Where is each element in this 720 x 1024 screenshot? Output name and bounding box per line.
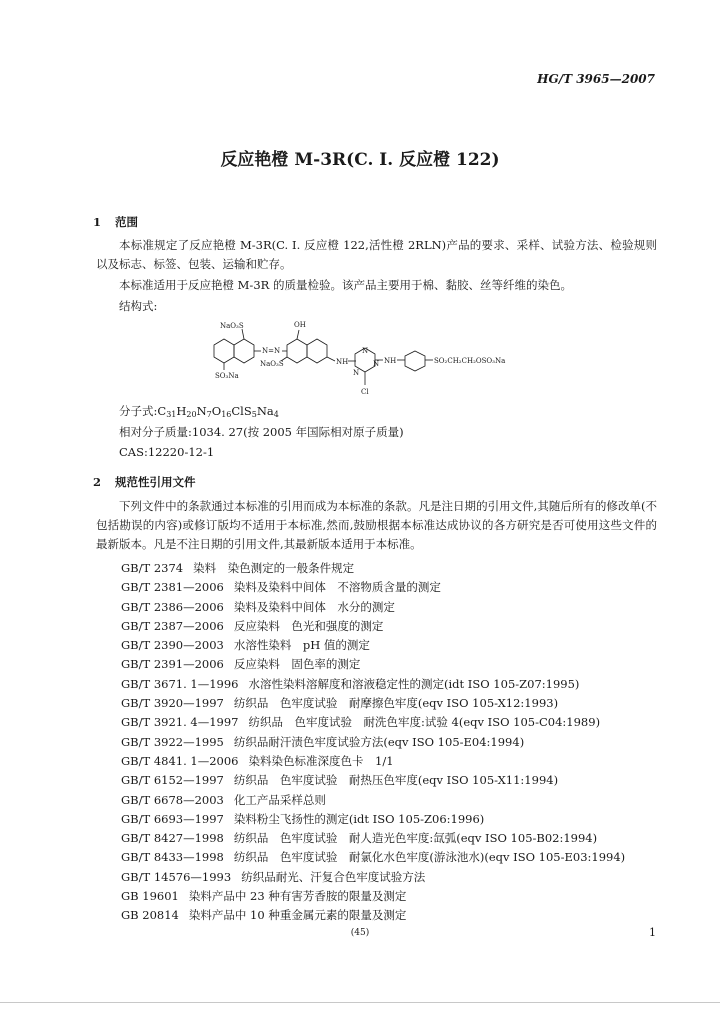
reference-title: 染料及染料中间体 水分的测定 — [233, 599, 395, 614]
reference-code: GB/T 3921. 4—1997 — [121, 715, 239, 730]
reference-code: GB/T 6693—1997 — [121, 811, 224, 826]
reference-title: 染料产品中 10 种重金属元素的限量及测定 — [188, 908, 407, 923]
page-number-right: 1 — [649, 926, 656, 939]
nh-left-label: NH — [336, 358, 349, 366]
formula-h-count: 20 — [186, 410, 197, 419]
list-item — [121, 598, 625, 617]
triazine-n-left: N — [353, 369, 360, 377]
naphthalene-ring-left-a — [214, 339, 234, 363]
formula-na: Na — [256, 404, 274, 418]
formula-n-count: 7 — [206, 410, 212, 419]
reference-code: GB 20814 — [121, 908, 179, 923]
formula-c-count: 31 — [166, 410, 177, 419]
section-1-number: 1 — [93, 215, 102, 229]
list-item — [121, 694, 625, 713]
reference-code: GB/T 3920—1997 — [121, 696, 224, 711]
cas-number: CAS:12220-12-1 — [119, 445, 215, 459]
naso3-mid-label: NaO₃S — [260, 360, 284, 368]
cl-label: Cl — [361, 388, 369, 396]
list-item — [121, 906, 625, 925]
reference-code: GB/T 6152—1997 — [121, 773, 224, 788]
bond-nh-left — [327, 357, 335, 361]
reference-list — [121, 559, 625, 926]
section-2-heading — [93, 474, 196, 490]
reference-title: 染料产品中 23 种有害芳香胺的限量及测定 — [188, 889, 407, 904]
reference-code: GB/T 3671. 1—1996 — [121, 676, 239, 691]
reference-title: 水溶性染料溶解度和溶液稳定性的测定(idt ISO 105-Z07:1995) — [248, 676, 580, 691]
reference-title: 反应染料 固色率的测定 — [233, 657, 361, 672]
reference-code: GB/T 2381—2006 — [121, 580, 224, 595]
list-item — [121, 868, 625, 887]
reference-title: 纺织品耐光、汗复合色牢度试验方法 — [241, 869, 426, 884]
reference-title: 纺织品耐汗渍色牢度试验方法(eqv ISO 105-E04:1994) — [233, 734, 525, 749]
bond-oh — [297, 330, 299, 339]
list-item — [121, 848, 625, 867]
list-item — [121, 713, 625, 732]
reference-title: 反应染料 色光和强度的测定 — [233, 618, 384, 633]
formula-n: N — [196, 404, 207, 418]
formula-c: C — [157, 404, 167, 418]
page-number-center: (45) — [350, 928, 370, 938]
reference-title: 染料 染色测定的一般条件规定 — [193, 561, 355, 575]
naphthalene-ring-left-b — [234, 339, 254, 363]
reference-title: 纺织品 色牢度试验 耐热压色牢度(eqv ISO 105-X11:1994) — [233, 773, 559, 788]
reference-code: GB/T 6678—2003 — [121, 792, 224, 807]
reference-title: 染料及染料中间体 不溶物质含量的测定 — [233, 580, 441, 595]
benzene-ring — [405, 351, 425, 371]
scan-divider — [0, 1002, 720, 1003]
list-item — [121, 617, 625, 636]
nh-right-label: NH — [384, 357, 397, 365]
formula-na-count: 4 — [273, 410, 279, 419]
reference-title: 纺织品 色牢度试验 耐人造光色牢度:氙弧(eqv ISO 105-B02:1994) — [233, 831, 598, 846]
section-1-heading — [93, 214, 138, 230]
structural-formula — [205, 315, 545, 400]
list-item — [121, 791, 625, 810]
scope-paragraph-1: 本标准规定了反应艳橙 M-3R(C. I. 反应橙 122,活性橙 2RLN)产品的要求、采样、试验方法、检验规则以及标志、标签、包装、运输和贮存。 — [96, 238, 657, 271]
oh-label: OH — [294, 321, 306, 329]
scope-paragraph-2: 本标准适用于反应艳橙 M-3R 的质量检验。该产品主要用于棉、黏胶、丝等纤维的染色。 — [119, 278, 572, 292]
naso3-top-label: NaO₃S — [220, 322, 244, 330]
molecular-formula — [119, 403, 279, 419]
reference-code: GB/T 4841. 1—2006 — [121, 753, 239, 768]
formula-o: O — [211, 404, 222, 418]
azo-label: N=N — [262, 347, 281, 355]
formula-h: H — [176, 404, 187, 418]
document-title: 反应艳橙 M-3R(C. I. 反应橙 122) — [220, 150, 500, 170]
so3na-label: SO₃Na — [215, 372, 239, 380]
side-chain-label: SO₂CH₂CH₂OSO₃Na — [434, 357, 506, 365]
list-item — [121, 887, 625, 906]
normative-intro: 下列文件中的条款通过本标准的引用而成为本标准的条款。凡是注日期的引用文件,其随后所有的修改单(不包括勘误的内容)或修订版均不适用于本标准,然而,鼓励根据本标准达成协议的各方研究是否可使用这些文件的最新版本。凡是不注日期的引用文件,其最新版本适用于本标准。 — [96, 499, 657, 551]
list-item — [121, 636, 625, 655]
molecular-mass: 相对分子质量:1034. 27(按 2005 年国际相对原子质量) — [119, 425, 404, 439]
list-item — [121, 810, 625, 829]
reference-code: GB/T 8427—1998 — [121, 831, 224, 846]
list-item — [121, 675, 625, 694]
list-item — [121, 578, 625, 597]
formula-cls: ClS — [231, 404, 252, 418]
reference-code: GB 19601 — [121, 889, 179, 904]
section-2-title: 规范性引用文件 — [115, 475, 196, 489]
reference-code: GB/T 2390—2003 — [121, 638, 224, 653]
triazine-n-top: N — [362, 347, 369, 355]
list-item — [121, 733, 625, 752]
formula-label: 分子式: — [119, 404, 158, 418]
reference-title: 染料粉尘飞扬性的测定(idt ISO 105-Z06:1996) — [233, 811, 485, 826]
list-item — [121, 655, 625, 674]
reference-title: 染料染色标准深度色卡 1/1 — [248, 753, 394, 768]
triazine-n-right: N — [373, 360, 380, 368]
reference-code: GB/T 2387—2006 — [121, 618, 224, 633]
structure-label: 结构式: — [119, 299, 158, 313]
list-item — [121, 771, 625, 790]
reference-code: GB/T 14576—1993 — [121, 869, 232, 884]
standard-code: HG/T 3965—2007 — [537, 72, 655, 86]
reference-title: 纺织品 色牢度试验 耐氯化水色牢度(游泳池水)(eqv ISO 105-E03:1994) — [233, 850, 626, 865]
reference-code: GB/T 3922—1995 — [121, 734, 224, 749]
reference-title: 化工产品采样总则 — [233, 792, 326, 807]
list-item — [121, 829, 625, 848]
reference-code: GB/T 2391—2006 — [121, 657, 224, 672]
formula-s-count: 5 — [251, 410, 257, 419]
formula-o-count: 16 — [221, 410, 232, 419]
list-item — [121, 752, 625, 771]
reference-code: GB/T 2374 — [121, 561, 184, 575]
section-1-title: 范围 — [115, 215, 138, 229]
list-item — [121, 559, 625, 578]
naphthalene-ring-right-a — [287, 339, 307, 363]
reference-title: 纺织品 色牢度试验 耐洗色牢度:试验 4(eqv ISO 105-C04:1989) — [248, 715, 601, 730]
bond-so3-top — [242, 329, 244, 339]
reference-title: 水溶性染料 pH 值的测定 — [233, 638, 370, 653]
section-2-number: 2 — [93, 475, 102, 489]
naphthalene-ring-right-b — [307, 339, 327, 363]
reference-title: 纺织品 色牢度试验 耐摩擦色牢度(eqv ISO 105-X12:1993) — [233, 696, 559, 711]
reference-code: GB/T 2386—2006 — [121, 599, 224, 614]
reference-code: GB/T 8433—1998 — [121, 850, 224, 865]
